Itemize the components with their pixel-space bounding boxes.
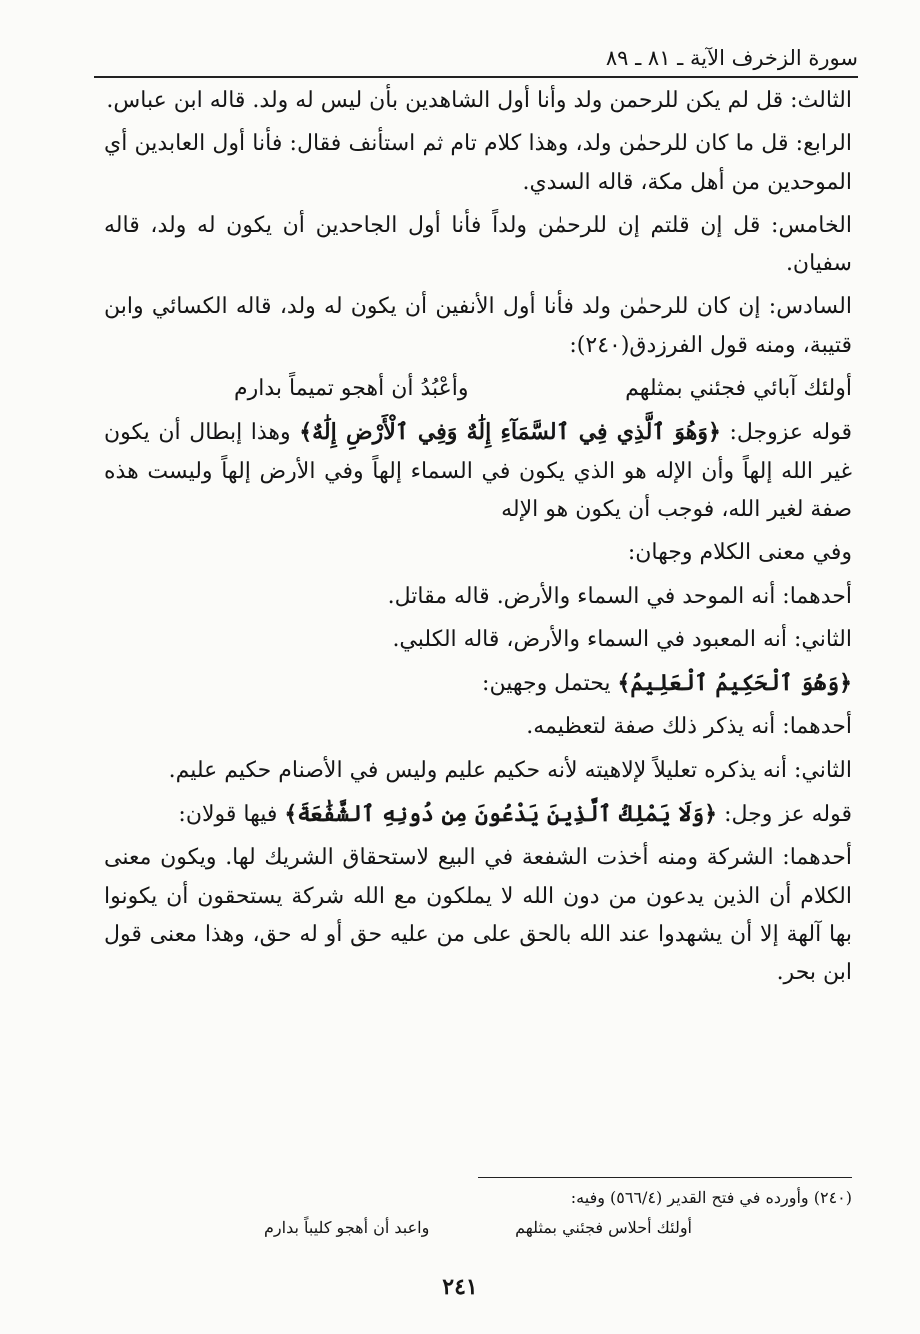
footnote xyxy=(104,1183,852,1243)
commentary-text: وهذا إبطال أن يكون غير الله إلهاً وأن الإله هو الذي يكون في السماء إلهاً وفي الأرض إلهاً وليست هذه صفة لغير الله، فوجب أن يكون هو الإله xyxy=(104,420,853,522)
poetry-verse xyxy=(104,370,852,408)
footnote-reference: (٢٤٠) وأورده في فتح القدير (٥٦٦/٤) وفيه: xyxy=(570,1188,852,1207)
paragraph-partnership: أحدهما: الشركة ومنه أخذت الشفعة في البيع لاستحقاق الشريك لها. ويكون معنى الكلام أن الذين يدعون من دون الله لا يملكون مع الله شركة يستحقون أن يكونوا بها آلهة إلا أن يشهدوا عند الله بالحق على من عليه حق أو له حق، وهذا معنى قول ابن بحر. xyxy=(104,845,852,986)
verse-second-hemistich: وأعْبُدُ أن أهجو تميماً بدارم xyxy=(234,376,469,402)
verse-first-hemistich: أولئك آبائي فجئني بمثلهم xyxy=(625,376,852,402)
paragraph-reasoning: الثاني: أنه يذكره تعليلاً لإلاهيته لأنه حكيم عليم وليس في الأصنام حكيم عليم. xyxy=(168,757,852,783)
paragraph-fifth-opinion: الخامس: قل إن قلتم إن للرحمٰن ولداً فأنا أول الجاحدين أن يكون له ولد، قاله سفيان. xyxy=(104,212,852,277)
commentary-text: يحتمل وجهين: xyxy=(482,671,618,697)
paragraph-aspect-two: الثاني: أنه المعبود في السماء والأرض، قاله الكلبي. xyxy=(392,626,852,652)
page-number: ٢٤١ xyxy=(442,1274,478,1300)
paragraph-verse-commentary xyxy=(104,413,852,529)
header-rule xyxy=(94,76,858,78)
quran-quote: ﴿وَهُوَ ٱلَّذِي فِي ٱلسَّمَآءِ إِلَٰهٌ وَفِي ٱلْأَرْضِ إِلَٰهٌ﴾ xyxy=(299,419,721,446)
paragraph-third-opinion: الثالث: قل لم يكن للرحمن ولد وأنا أول الشاهدين بأن ليس له ولد. قاله ابن عباس. xyxy=(106,88,852,113)
verse-intro: قوله عز وجل: xyxy=(717,802,852,828)
paragraph-fourth-opinion: الرابع: قل ما كان للرحمٰن ولد، وهذا كلام تام ثم استأنف فقال: فأنا أول العابدين أي الموحدين من أهل مكة، قاله السدي. xyxy=(104,131,852,195)
footnote-second-hemistich: واعبد أن أهجو كليباً بدارم xyxy=(264,1218,430,1237)
paragraph-intercession-verse xyxy=(104,795,852,834)
paragraph-wise-knowing xyxy=(104,664,852,703)
commentary-text: فيها قولان: xyxy=(178,802,285,828)
footnote-first-hemistich: أولئك أحلاس فجئني بمثلهم xyxy=(515,1218,692,1237)
paragraph-glorification: أحدهما: أنه يذكر ذلك صفة لتعظيمه. xyxy=(526,714,852,740)
quran-quote: ﴿وَهُوَ ٱلْحَكِيمُ ٱلْعَلِيمُ﴾ xyxy=(617,670,852,697)
running-header: سورة الزخرف الآية ـ ٨١ ـ ٨٩ xyxy=(605,46,858,70)
main-text xyxy=(104,82,852,998)
quran-quote: ﴿وَلَا يَمْلِكُ ٱلَّذِينَ يَدْعُونَ مِن دُونِهِ ٱلشَّفَٰعَةَ﴾ xyxy=(284,801,718,828)
footnote-verse xyxy=(104,1213,852,1243)
paragraph-sixth-opinion: السادس: إن كان للرحمٰن ولد فأنا أول الأنفين أن يكون له ولد، قاله الكسائي وابن قتيبة، ومنه قول الفرزدق(٢٤٠): xyxy=(104,294,852,358)
paragraph-aspect-one: أحدهما: أنه الموحد في السماء والأرض. قاله مقاتل. xyxy=(387,583,852,609)
footnote-rule xyxy=(478,1177,852,1178)
verse-intro: قوله عزوجل: xyxy=(720,420,853,446)
paragraph-two-aspects: وفي معنى الكلام وجهان: xyxy=(627,540,852,566)
